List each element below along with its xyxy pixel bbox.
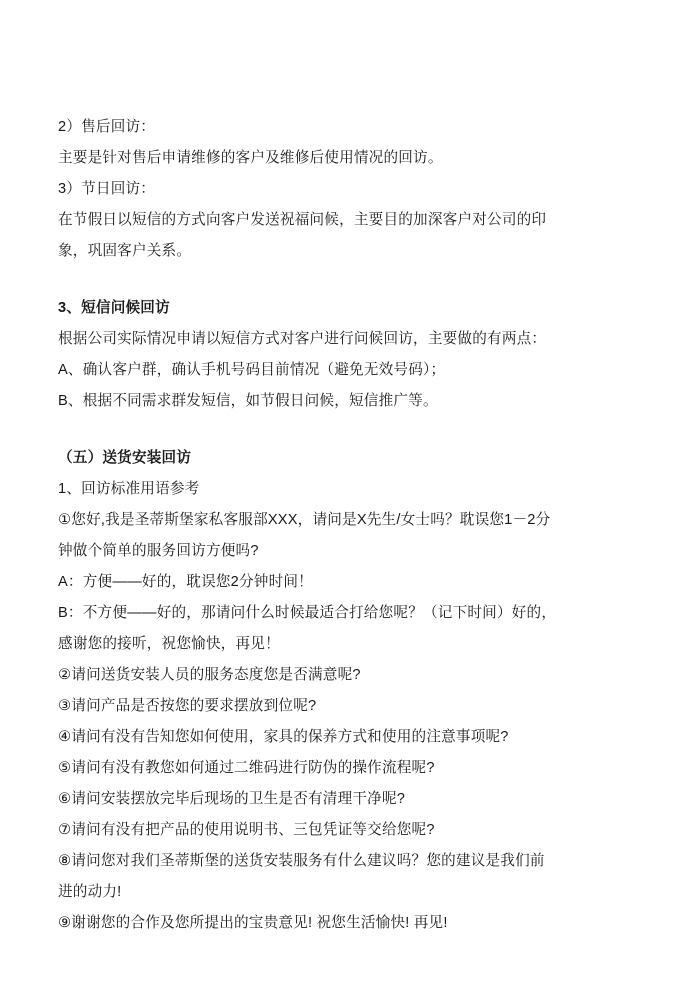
paragraph-line: ③请问产品是否按您的要求摆放到位呢? (58, 698, 317, 714)
paragraph-line: ②请问送货安装人员的服务态度您是否满意呢? (58, 667, 361, 683)
paragraph-line: A：方便——好的，耽误您2分钟时间！ (58, 574, 313, 590)
paragraph-line: 象，巩固客户关系。 (58, 243, 192, 259)
paragraph-line: 主要是针对售后申请维修的客户及维修后使用情况的回访。 (58, 150, 443, 166)
section-delivery-install (58, 443, 622, 939)
paragraph-line: 感谢您的接听，祝您愉快，再见！ (58, 636, 280, 652)
paragraph-line: ①您好,我是圣蒂斯堡家私客服部XXX，请问是X先生/女士吗？耽误您1－2分 (58, 512, 551, 528)
paragraph-line: 钟做个简单的服务回访方便吗? (58, 543, 259, 559)
paragraph-line: ⑧请问您对我们圣蒂斯堡的送货安装服务有什么建议吗？您的建议是我们前 (58, 853, 545, 869)
section-sms-greeting (58, 293, 622, 417)
paragraph-line: ⑨谢谢您的合作及您所提出的宝贵意见! 祝您生活愉快! 再见! (58, 915, 448, 931)
paragraph-line: ⑥请问安装摆放完毕后现场的卫生是否有清理干净呢? (58, 791, 406, 807)
document-body (58, 112, 622, 939)
section-heading: 3、短信问候回访 (58, 300, 170, 316)
section-spacer (58, 417, 622, 443)
paragraph-line: B：不方便——好的，那请问什么时候最适合打给您呢？（记下时间）好的， (58, 605, 557, 621)
paragraph-line: 在节假日以短信的方式向客户发送祝福问候，主要目的加深客户对公司的印 (58, 212, 547, 228)
section-subheading: 1、回访标准用语参考 (58, 481, 200, 497)
paragraph-line: ⑤请问有没有教您如何通过二维码进行防伪的操作流程呢? (58, 760, 435, 776)
paragraph-line: A、确认客户群，确认手机号码目前情况（避免无效号码）； (58, 362, 446, 378)
section-spacer (58, 267, 622, 293)
paragraph-line: 进的动力! (58, 884, 122, 900)
paragraph-line: 2）售后回访： (58, 119, 156, 135)
paragraph-line: 3）节日回访： (58, 181, 156, 197)
section-after-sales (58, 112, 622, 267)
paragraph-line: ⑦请问有没有把产品的使用说明书、三包凭证等交给您呢? (58, 822, 435, 838)
section-heading: （五）送货安装回访 (58, 450, 192, 466)
paragraph-line: ④请问有没有告知您如何使用，家具的保养方式和使用的注意事项呢? (58, 729, 509, 745)
paragraph-line: 根据公司实际情况申请以短信方式对客户进行问候回访，主要做的有两点： (58, 331, 547, 347)
paragraph-line: B、根据不同需求群发短信，如节假日问候，短信推广等。 (58, 393, 438, 409)
